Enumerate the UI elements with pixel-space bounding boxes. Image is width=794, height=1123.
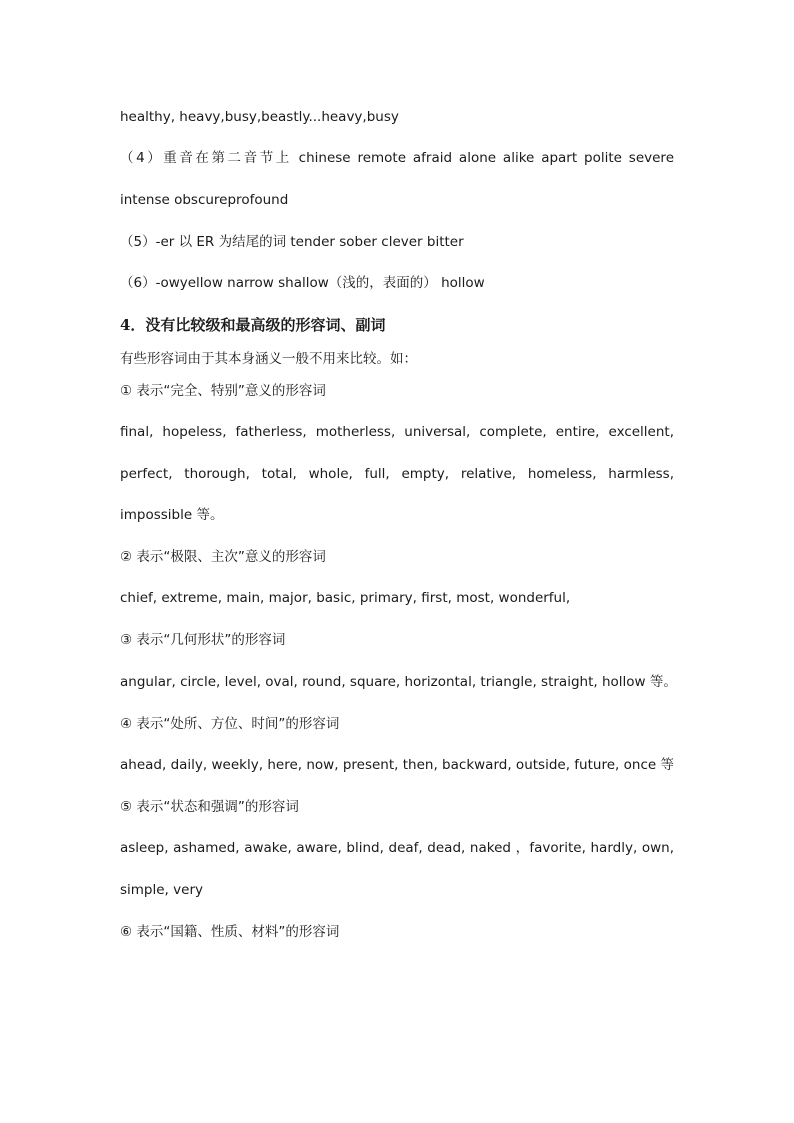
er-ending-line: （5）-er 以 ER 为结尾的词 tender sober clever bitter [120,234,464,250]
category-heading-5: ⑤ 表示“状态和强调”的形容词 [120,799,299,815]
word-list-line: simple, very [120,882,203,898]
word-list-line: perfect, thorough, total, whole, full, empty, relative, homeless, harmless, [120,466,674,482]
category-heading-1: ① 表示“完全、特别”意义的形容词 [120,383,326,399]
section-heading: 4．没有比较级和最高级的形容词、副词 [120,316,386,334]
category-heading-3: ③ 表示“几何形状”的形容词 [120,632,286,648]
intro-paragraph: 有些形容词由于其本身涵义一般不用来比较。如： [120,351,417,367]
ow-ending-line: （6）-owyellow narrow shallow（浅的，表面的） hollow [120,275,485,291]
word-list-line: final, hopeless, fatherless, motherless, universal, complete, entire, excellent, [120,424,674,440]
word-list-line: asleep, ashamed, awake, aware, blind, deaf, dead, naked ，favorite, hardly, own, [120,840,674,856]
category-heading-4: ④ 表示“处所、方位、时间”的形容词 [120,716,340,732]
word-list-line: ahead, daily, weekly, here, now, present, then, backward, outside, future, once 等 [120,757,674,773]
word-list-line: healthy, heavy,busy,beastly...heavy,busy [120,109,399,125]
category-heading-6: ⑥ 表示“国籍、性质、材料”的形容词 [120,924,340,940]
word-list-line: intense obscureprofound [120,192,289,208]
word-list-line: chief, extreme, main, major, basic, primary, first, most, wonderful, [120,590,571,606]
category-heading-2: ② 表示“极限、主次”意义的形容词 [120,549,326,565]
word-list-line: angular, circle, level, oval, round, square, horizontal, triangle, straight, hollow 等。 [120,674,677,690]
word-list-line: impossible 等。 [120,507,224,523]
stress-second-syllable-line: （4）重音在第二音节上 chinese remote afraid alone alike apart polite severe [120,150,674,166]
